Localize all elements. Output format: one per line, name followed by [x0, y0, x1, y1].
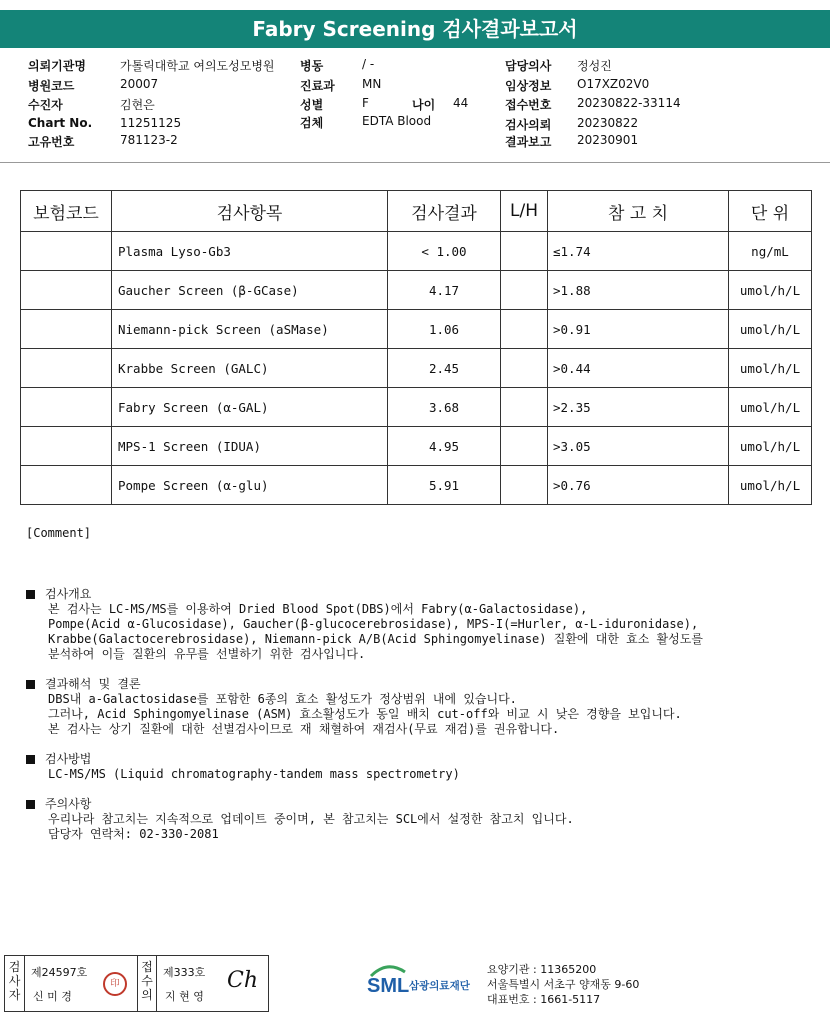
- cell-ref: >0.91: [548, 310, 729, 349]
- header-item: 검사항목: [112, 191, 388, 232]
- info-value: 정성진: [577, 59, 612, 73]
- table-row: [21, 427, 812, 466]
- table-header: [21, 191, 812, 232]
- info-label: 병동: [300, 59, 324, 73]
- info-value: 781123-2: [120, 133, 178, 147]
- cell-ref: >0.44: [548, 349, 729, 388]
- cell-lh: [501, 349, 548, 388]
- sml-logo: [365, 958, 485, 1006]
- cell-code: [21, 232, 112, 271]
- results-table: [20, 190, 812, 505]
- square-bullet-icon: [26, 680, 35, 689]
- section-body: LC-MS/MS (Liquid chromatography-tandem mass spectrometry): [48, 767, 460, 781]
- cell-lh: [501, 310, 548, 349]
- cell-code: [21, 427, 112, 466]
- comment-label: [Comment]: [26, 526, 92, 540]
- cell-item: MPS-1 Screen (IDUA): [112, 427, 388, 466]
- age-label: 나이: [412, 98, 436, 112]
- info-label: 검체: [300, 116, 324, 130]
- facility-code: 요양기관 : 11365200: [487, 963, 597, 976]
- info-value: 가톨릭대학교 여의도성모병원: [120, 59, 275, 73]
- info-value: / -: [362, 57, 375, 71]
- square-bullet-icon: [26, 755, 35, 764]
- cell-lh: [501, 388, 548, 427]
- report-title: Fabry Screening 검사결과보고서: [0, 10, 830, 48]
- info-label: 수진자: [28, 98, 63, 112]
- info-value: O17XZ02V0: [577, 77, 650, 91]
- logo-text: SML: [367, 975, 410, 997]
- section-body: 본 검사는 LC-MS/MS를 이용하여 Dried Blood Spot(DBS)에서 Fabry(α-Galactosidase), Pompe(Acid α-Glucosidase), Gaucher(β-glucocerebrosidase), MPS-I(=Hurler, α-L-iduronidase), Krabbe(Galactocerebrosidase), Niemann-pick A/B(Acid Sphingomyelinase) 질환에 대한 효소 활성도를 분석하여 이들 질환의 유무를 선별하기 위한 검사입니다.: [48, 602, 703, 661]
- receiver-label: [137, 956, 157, 1011]
- cell-result: 5.91: [388, 466, 501, 505]
- lab-address: [487, 962, 639, 1007]
- vertical-label: 접 수 의: [141, 960, 153, 1002]
- info-value: 20230901: [577, 133, 639, 147]
- cell-result: 3.68: [388, 388, 501, 427]
- cell-unit: umol/h/L: [729, 466, 812, 505]
- info-value: 11251125: [120, 116, 182, 130]
- divider: [0, 162, 830, 163]
- square-bullet-icon: [26, 590, 35, 599]
- cell-item: Krabbe Screen (GALC): [112, 349, 388, 388]
- cell-ref: >2.35: [548, 388, 729, 427]
- table-row: [21, 466, 812, 505]
- cell-item: Fabry Screen (α-GAL): [112, 388, 388, 427]
- cell-result: 4.95: [388, 427, 501, 466]
- info-value: 20230822-33114: [577, 96, 681, 110]
- vertical-label: 검 사 자: [8, 960, 21, 1002]
- header-ref: 참 고 치: [548, 191, 729, 232]
- stamp-icon: 印: [103, 972, 127, 996]
- info-label: 진료과: [300, 79, 335, 93]
- section-body: 우리나라 참고치는 지속적으로 업데이트 중이며, 본 참고치는 SCL에서 설정한 참고치 입니다. 담당자 연락처: 02-330-2081: [48, 812, 574, 841]
- info-label: 담당의사: [505, 59, 552, 73]
- age-value: 44: [453, 96, 469, 110]
- cell-result: 1.06: [388, 310, 501, 349]
- cell-result: 4.17: [388, 271, 501, 310]
- cell-ref: >3.05: [548, 427, 729, 466]
- cell-lh: [501, 271, 548, 310]
- table-row: [21, 232, 812, 271]
- cell-item: Gaucher Screen (β-GCase): [112, 271, 388, 310]
- info-label: Chart No.: [28, 116, 93, 130]
- table-row: [21, 271, 812, 310]
- table-row: [21, 310, 812, 349]
- cell-unit: ng/mL: [729, 232, 812, 271]
- info-value: EDTA Blood: [362, 114, 432, 128]
- header-unit: 단 위: [729, 191, 812, 232]
- table-row: [21, 349, 812, 388]
- info-value: 김현은: [120, 98, 155, 112]
- cell-item: Niemann-pick Screen (aSMase): [112, 310, 388, 349]
- org-name: 삼광의료재단: [409, 980, 470, 992]
- cell-unit: umol/h/L: [729, 427, 812, 466]
- cell-lh: [501, 466, 548, 505]
- tester-license: 제24597호: [31, 966, 88, 979]
- info-value: F: [362, 96, 369, 110]
- info-label: 고유번호: [28, 135, 75, 149]
- section-title: 검사개요: [45, 587, 92, 601]
- info-label: 검사의뢰: [505, 118, 552, 132]
- info-label: 성별: [300, 98, 324, 112]
- header-result: 검사결과: [388, 191, 501, 232]
- cell-unit: umol/h/L: [729, 271, 812, 310]
- info-value: 20230822: [577, 116, 639, 130]
- info-label: 의뢰기관명: [28, 59, 86, 73]
- cell-unit: umol/h/L: [729, 349, 812, 388]
- cell-code: [21, 271, 112, 310]
- section-body: DBS내 a-Galactosidase를 포함한 6종의 효소 활성도가 정상범위 내에 있습니다. 그러나, Acid Sphingomyelinase (ASM) 효소활성도가 동일 배치 cut-off와 비교 시 낮은 경향을 보입니다. 본 검사는 상기 질환에 대한 선별검사이므로 재 채혈하여 재검사(무료 재검)를 권유합니다.: [48, 692, 682, 736]
- section-title: 검사방법: [45, 752, 92, 766]
- cell-code: [21, 388, 112, 427]
- cell-unit: umol/h/L: [729, 388, 812, 427]
- tester-name: 신 미 경: [33, 990, 72, 1003]
- cell-ref: ≤1.74: [548, 232, 729, 271]
- info-label: 결과보고: [505, 135, 552, 149]
- cell-result: 2.45: [388, 349, 501, 388]
- cell-code: [21, 466, 112, 505]
- cell-lh: [501, 427, 548, 466]
- tester-label: [5, 956, 25, 1011]
- section: [26, 752, 460, 782]
- info-label: 임상정보: [505, 79, 552, 93]
- section-title: 결과해석 및 결론: [45, 677, 141, 691]
- section: [26, 677, 682, 737]
- receiver-license: 제333호: [163, 966, 206, 979]
- section: [26, 587, 703, 662]
- signature-box: [4, 955, 269, 1012]
- cell-result: < 1.00: [388, 232, 501, 271]
- header-code: 보험코드: [21, 191, 112, 232]
- info-value: MN: [362, 77, 382, 91]
- cell-item: Pompe Screen (α-glu): [112, 466, 388, 505]
- info-value: 20007: [120, 77, 159, 91]
- address: 서울특별시 서초구 양재동 9-60: [487, 978, 640, 991]
- phone: 대표번호 : 1661-5117: [487, 993, 601, 1006]
- cell-lh: [501, 232, 548, 271]
- cell-item: Plasma Lyso-Gb3: [112, 232, 388, 271]
- receiver-name: 지 현 영: [165, 990, 204, 1003]
- info-label: 접수번호: [505, 98, 552, 112]
- info-label: 병원코드: [28, 79, 75, 93]
- square-bullet-icon: [26, 800, 35, 809]
- section: [26, 797, 574, 842]
- section-title: 주의사항: [45, 797, 92, 811]
- cell-code: [21, 349, 112, 388]
- cell-code: [21, 310, 112, 349]
- header-lh: L/H: [501, 191, 548, 232]
- table-row: [21, 388, 812, 427]
- cell-ref: >0.76: [548, 466, 729, 505]
- signature: Ch: [227, 968, 259, 993]
- cell-unit: umol/h/L: [729, 310, 812, 349]
- cell-ref: >1.88: [548, 271, 729, 310]
